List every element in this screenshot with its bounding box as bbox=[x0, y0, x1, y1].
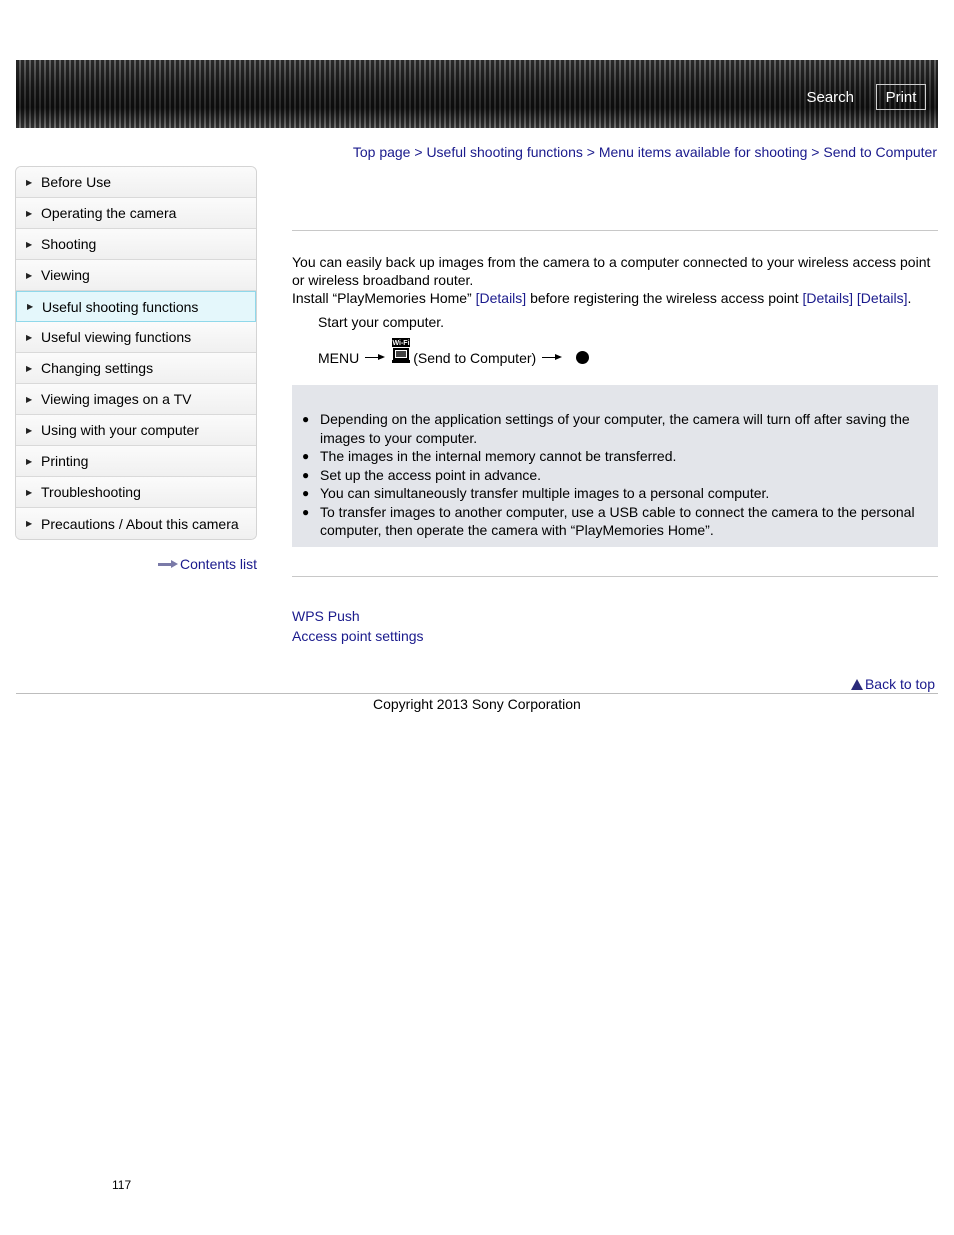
note-text: The images in the internal memory cannot be transferred. bbox=[320, 448, 677, 464]
sidebar-item-troubleshooting[interactable] bbox=[16, 477, 256, 508]
bullet-icon: ● bbox=[302, 449, 310, 463]
triangle-right-icon: ▶ bbox=[26, 394, 33, 404]
related-link-wps-push[interactable]: WPS Push bbox=[292, 608, 360, 624]
arrow-right-icon bbox=[158, 559, 178, 569]
sidebar-item-label: Useful viewing functions bbox=[41, 329, 192, 345]
bullet-icon: ● bbox=[302, 412, 310, 426]
triangle-right-icon: ▶ bbox=[26, 239, 33, 249]
note-item bbox=[302, 503, 920, 540]
triangle-right-icon: ▶ bbox=[26, 425, 33, 435]
triangle-right-icon: ▶ bbox=[26, 177, 33, 187]
install-text bbox=[292, 289, 937, 307]
sidebar-item-precautions[interactable] bbox=[16, 508, 256, 539]
bullet-icon: ● bbox=[302, 504, 310, 519]
install-prefix: Install “PlayMemories Home” bbox=[292, 290, 472, 306]
sidebar-item-viewing[interactable] bbox=[16, 260, 256, 291]
note-item bbox=[302, 466, 920, 485]
header-banner bbox=[16, 60, 938, 128]
svg-text:Wi-Fi: Wi-Fi bbox=[392, 340, 410, 348]
sidebar-item-label: Changing settings bbox=[41, 360, 154, 376]
breadcrumb-separator: > bbox=[811, 144, 820, 160]
contents-list-link[interactable] bbox=[158, 556, 257, 572]
sidebar-item-label: Using with your computer bbox=[41, 422, 199, 438]
page-number: 117 bbox=[112, 1178, 132, 1192]
sidebar-item-changing-settings[interactable] bbox=[16, 353, 256, 384]
breadcrumb-menu-items[interactable]: Menu items available for shooting bbox=[598, 144, 808, 160]
sidebar-item-label: Precautions / About this camera bbox=[41, 515, 239, 532]
sidebar-item-label: Shooting bbox=[41, 236, 97, 252]
breadcrumb-current[interactable]: Send to Computer bbox=[823, 144, 937, 160]
breadcrumb-separator: > bbox=[586, 144, 595, 160]
sidebar-item-computer[interactable] bbox=[16, 415, 256, 446]
footer-divider bbox=[16, 693, 938, 694]
sidebar-item-label: Viewing images on a TV bbox=[41, 391, 192, 407]
sidebar-item-printing[interactable] bbox=[16, 446, 256, 477]
sidebar-item-label: Viewing bbox=[41, 267, 90, 283]
triangle-right-icon: ▶ bbox=[26, 456, 33, 466]
search-link[interactable]: Search bbox=[806, 89, 854, 106]
sidebar-item-label: Printing bbox=[41, 453, 89, 469]
details-link[interactable]: [Details] bbox=[475, 290, 527, 306]
center-button-icon bbox=[576, 351, 589, 364]
sidebar-item-operating[interactable] bbox=[16, 198, 256, 229]
related-link-access-point[interactable]: Access point settings bbox=[292, 628, 424, 644]
triangle-right-icon: ▶ bbox=[26, 270, 33, 280]
step-2 bbox=[318, 336, 589, 366]
breadcrumb-separator: > bbox=[414, 144, 423, 160]
note-text: Depending on the application settings of your computer, the camera will turn off after saving the images to your computer. bbox=[320, 411, 910, 446]
menu-label: MENU bbox=[318, 350, 360, 366]
sidebar-item-useful-shooting[interactable] bbox=[16, 291, 256, 322]
note-text: To transfer images to another computer, use a USB cable to connect the camera to the personal computer, then operate the camera with “PlayMemories Home”. bbox=[320, 503, 915, 538]
breadcrumb-useful-shooting[interactable]: Useful shooting functions bbox=[426, 144, 583, 160]
send-to-computer-icon bbox=[391, 337, 411, 365]
note-item bbox=[302, 484, 920, 503]
notes-box bbox=[292, 385, 938, 547]
install-end: . bbox=[907, 290, 912, 306]
triangle-right-icon: ▶ bbox=[26, 363, 33, 373]
intro-text: You can easily back up images from the camera to a computer connected to your wireless access point or wireless broadband router. bbox=[292, 254, 931, 288]
details-link[interactable]: [Details] bbox=[802, 290, 854, 306]
triangle-up-icon bbox=[851, 679, 863, 690]
note-item bbox=[302, 447, 920, 466]
breadcrumb bbox=[353, 144, 937, 160]
related-topics bbox=[292, 606, 424, 646]
main-description bbox=[292, 253, 937, 307]
triangle-right-icon: ▶ bbox=[26, 208, 33, 218]
sidebar-item-label: Operating the camera bbox=[41, 205, 177, 221]
note-item bbox=[302, 410, 920, 447]
breadcrumb-top-page[interactable]: Top page bbox=[352, 144, 411, 160]
install-middle: before registering the wireless access point bbox=[530, 290, 799, 306]
sidebar-nav bbox=[15, 166, 257, 540]
divider-related bbox=[292, 576, 938, 577]
back-to-top-label[interactable]: Back to top bbox=[864, 676, 935, 692]
sidebar-item-label: Useful shooting functions bbox=[42, 298, 199, 315]
sidebar-item-viewing-tv[interactable] bbox=[16, 384, 256, 415]
arrow-right-icon bbox=[542, 354, 562, 362]
bullet-icon: ● bbox=[302, 467, 310, 482]
step-1: Start your computer. bbox=[318, 314, 445, 330]
details-link[interactable]: [Details] bbox=[856, 290, 908, 306]
send-to-computer-label: (Send to Computer) bbox=[413, 350, 537, 366]
sidebar-item-label: Troubleshooting bbox=[41, 484, 141, 500]
sidebar-item-before-use[interactable] bbox=[16, 167, 256, 198]
arrow-right-icon bbox=[365, 354, 385, 362]
triangle-right-icon: ▶ bbox=[27, 302, 34, 311]
note-text: Set up the access point in advance. bbox=[320, 466, 542, 483]
bullet-icon: ● bbox=[302, 486, 310, 500]
sidebar-item-useful-viewing[interactable] bbox=[16, 322, 256, 353]
note-text: You can simultaneously transfer multiple images to a personal computer. bbox=[320, 485, 770, 501]
triangle-right-icon: ▶ bbox=[26, 519, 33, 528]
contents-list-label[interactable]: Contents list bbox=[180, 556, 258, 572]
copyright-text: Copyright 2013 Sony Corporation bbox=[373, 696, 581, 712]
back-to-top-link[interactable] bbox=[851, 676, 935, 692]
sidebar-item-shooting[interactable] bbox=[16, 229, 256, 260]
triangle-right-icon: ▶ bbox=[26, 487, 33, 497]
triangle-right-icon: ▶ bbox=[26, 332, 33, 342]
sidebar-item-label: Before Use bbox=[41, 174, 112, 190]
divider-top bbox=[292, 230, 938, 231]
print-button[interactable]: Print bbox=[876, 84, 926, 110]
